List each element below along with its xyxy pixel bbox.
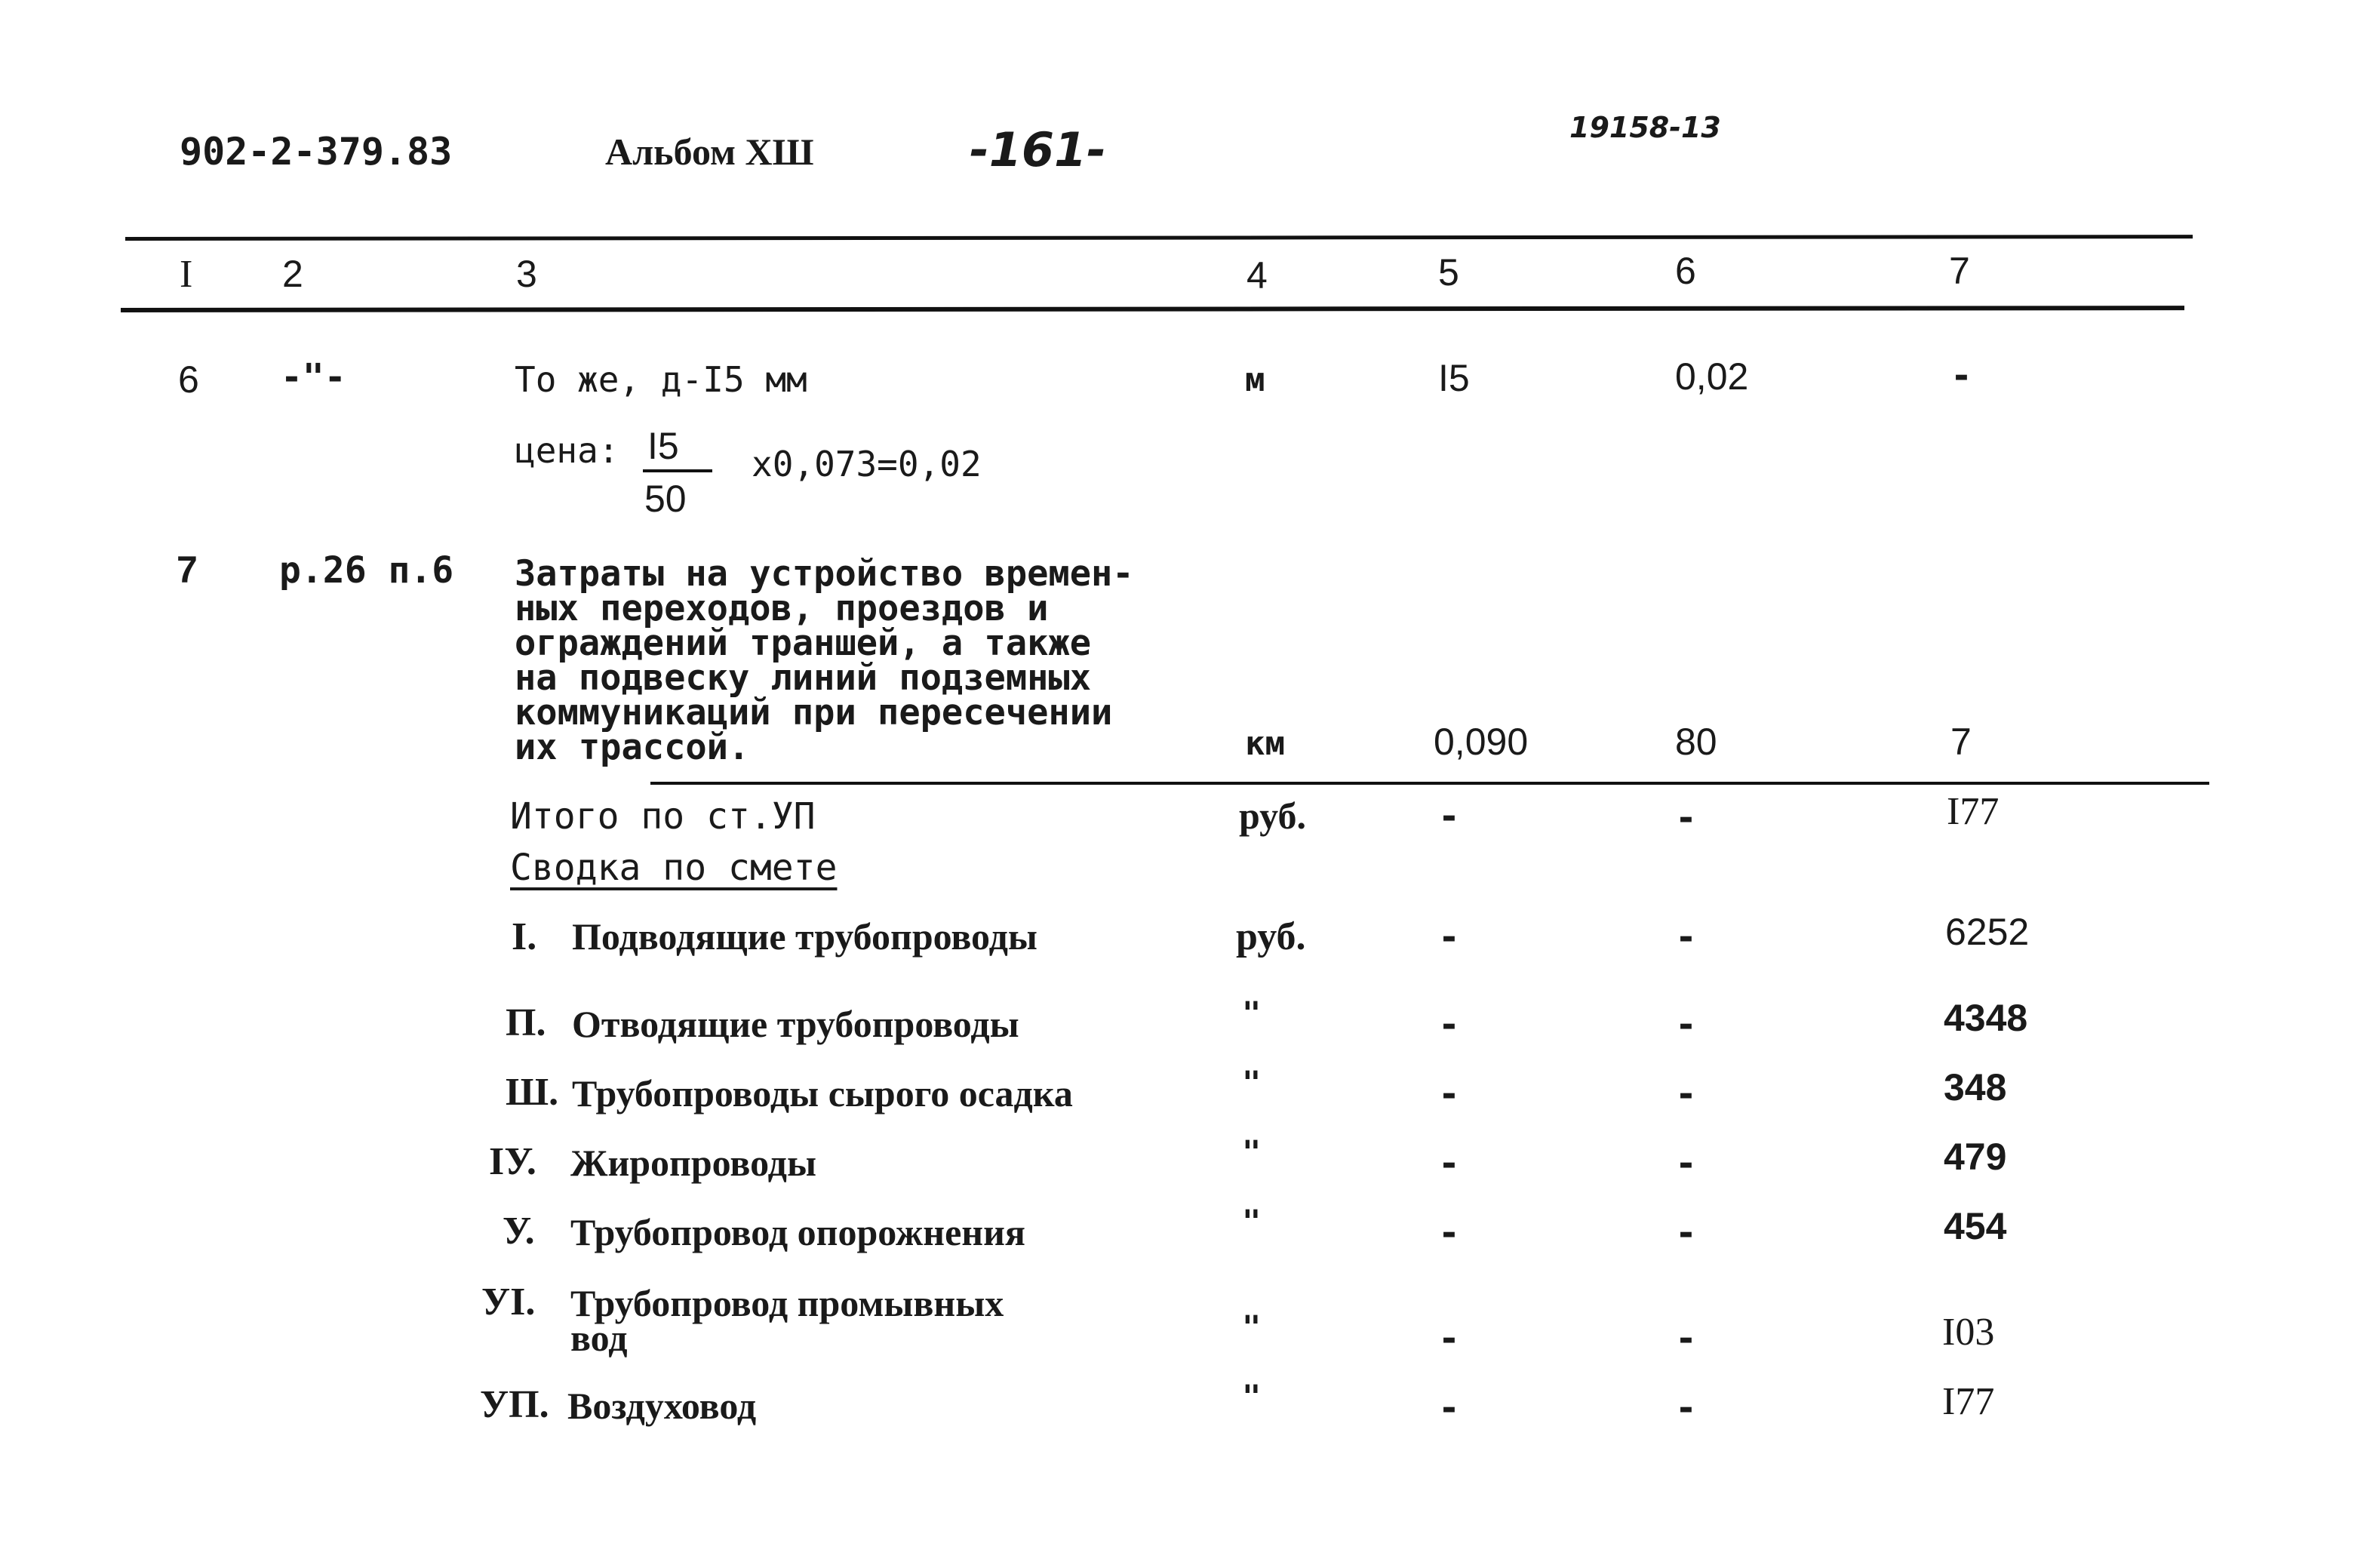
row-quantity: I5	[1438, 357, 1470, 399]
summary-label: Отводящие трубопроводы	[572, 1003, 1019, 1045]
row-reference: -"-	[281, 356, 346, 398]
summary-quantity: -	[1438, 1004, 1460, 1046]
summary-unit-price: -	[1675, 1317, 1697, 1360]
summary-unit-price: -	[1675, 916, 1697, 958]
summary-quantity: -	[1438, 1212, 1460, 1254]
row-total: 7	[1950, 721, 1972, 763]
summary-quantity: -	[1438, 1073, 1460, 1115]
row-total: -	[1950, 355, 1972, 397]
summary-unit: "	[1242, 1378, 1262, 1415]
summary-title: Сводка по смете	[510, 847, 838, 889]
header-bottom-rule	[121, 306, 2184, 312]
row-number: 6	[178, 358, 199, 401]
column-number: 7	[1949, 250, 1970, 292]
column-number: I	[180, 253, 193, 296]
summary-roman: Ш.	[506, 1071, 559, 1114]
column-number: 2	[282, 253, 303, 295]
subtotal-rule	[650, 782, 2209, 785]
summary-quantity: -	[1438, 1142, 1460, 1185]
summary-total: 4348	[1944, 997, 2028, 1039]
summary-unit: "	[1242, 1308, 1262, 1345]
summary-unit-price: -	[1675, 1073, 1697, 1115]
summary-roman: I.	[512, 915, 537, 958]
summary-unit: руб.	[1236, 915, 1306, 958]
summary-total: 6252	[1945, 911, 2030, 953]
summary-unit-price: -	[1675, 1142, 1697, 1185]
total-value: I77	[1947, 790, 2000, 833]
summary-label: Воздуховод	[567, 1385, 757, 1427]
summary-total: 454	[1944, 1205, 2007, 1247]
description-line: ограждений траншей, а также	[515, 623, 1092, 664]
description-line: ных переходов, проездов и	[515, 588, 1049, 629]
summary-label: Трубопровод промывных	[570, 1282, 1004, 1324]
fraction-bar	[643, 469, 712, 472]
row-unit: м	[1245, 361, 1265, 399]
total-unit-price: -	[1675, 797, 1697, 839]
summary-unit-price: -	[1675, 1212, 1697, 1254]
summary-roman: УI.	[481, 1281, 536, 1324]
page-number: -161-	[970, 122, 1106, 177]
description-line: их трассой.	[515, 727, 750, 768]
summary-label-continuation: вод	[570, 1317, 628, 1359]
description-line: коммуникаций при пересечении	[515, 692, 1113, 733]
summary-unit-price: -	[1675, 1004, 1697, 1046]
summary-label: Трубопроводы сырого осадка	[572, 1072, 1073, 1115]
description-line: на подвеску линий подземных	[515, 657, 1092, 699]
price-formula: х0,073=0,02	[752, 444, 982, 484]
column-number: 4	[1246, 254, 1268, 297]
album-label: Альбом ХШ	[605, 131, 814, 173]
summary-total: I77	[1942, 1380, 1995, 1423]
column-number: 5	[1438, 251, 1459, 294]
summary-label: Жиропроводы	[570, 1142, 816, 1184]
price-denominator: 50	[644, 478, 687, 520]
row-description: То же, д-I5 мм	[515, 359, 807, 400]
column-number: 3	[516, 253, 537, 295]
price-numerator: I5	[647, 425, 679, 467]
row-reference: р.26 п.6	[279, 549, 454, 592]
summary-total: I03	[1942, 1311, 1995, 1354]
summary-label: Подводящие трубопроводы	[572, 915, 1037, 958]
row-number: 7	[177, 549, 198, 591]
summary-roman: IУ.	[489, 1140, 536, 1183]
summary-roman: П.	[506, 1001, 546, 1044]
row-unit-price: 0,02	[1675, 355, 1749, 398]
summary-quantity: -	[1438, 1317, 1460, 1360]
summary-unit: "	[1242, 1064, 1262, 1101]
total-quantity: -	[1438, 795, 1460, 838]
summary-label: Трубопровод опорожнения	[570, 1211, 1025, 1253]
header-top-rule	[125, 235, 2193, 241]
summary-unit-price: -	[1675, 1387, 1697, 1429]
summary-quantity: -	[1438, 916, 1460, 958]
row-unit-price: 80	[1675, 721, 1717, 763]
column-number: 6	[1675, 250, 1696, 292]
row-description	[515, 553, 1134, 768]
row-quantity: 0,090	[1434, 721, 1529, 763]
description-line: Затраты на устройство времен-	[515, 553, 1134, 595]
summary-total: 348	[1944, 1066, 2007, 1108]
summary-unit: "	[1242, 1203, 1262, 1240]
price-prefix: цена:	[515, 430, 619, 471]
summary-total: 479	[1944, 1136, 2007, 1178]
summary-roman: У.	[503, 1210, 535, 1253]
row-unit: км	[1245, 724, 1285, 763]
total-unit: руб.	[1239, 795, 1306, 837]
summary-roman: УП.	[480, 1383, 549, 1426]
summary-quantity: -	[1438, 1387, 1460, 1429]
summary-unit: "	[1242, 995, 1262, 1031]
total-label: Итого по ст.УП	[510, 795, 816, 838]
summary-unit: "	[1242, 1133, 1262, 1170]
archive-number: 19158-13	[1569, 111, 1721, 144]
document-code: 902-2-379.83	[180, 130, 453, 174]
